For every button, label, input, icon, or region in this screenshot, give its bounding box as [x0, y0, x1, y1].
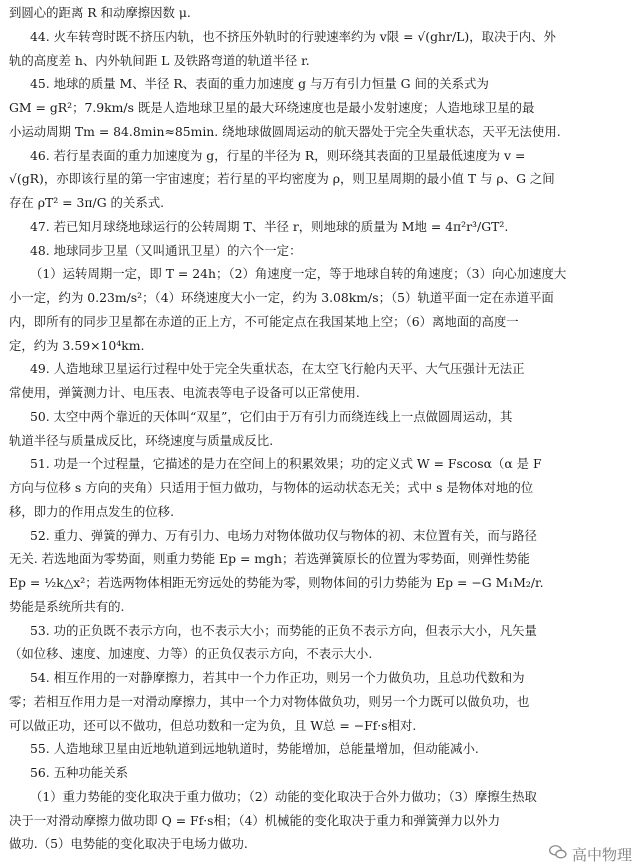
text-line: （1）重力势能的变化取决于重力做功；（2）动能的变化取决于合外力做功；（3）摩擦生热取 [30, 788, 537, 804]
text-line: 52. 重力、弹簧的弹力、万有引力、电场力对物体做功仅与物体的初、末位置有关，而与路径 [30, 527, 537, 543]
text-line: Ep = ½k△x²；若选两物体相距无穷远处的势能为零，则物体间的引力势能为 Ep = −G M₁M₂/r. [9, 575, 544, 590]
text-line: （1）运转周期一定，即 T = 24h；（2）角速度一定，等于地球自转的角速度；（3）向心加速度大 [30, 266, 567, 282]
text-line: 轨道半径与质量成反比，环绕速度与质量成反比. [9, 432, 274, 448]
text-line: 方向与位移 s 方向的夹角）只适用于恒力做功，与物体的运动状态无关；式中 s 是物体对地的位 [9, 480, 534, 495]
text-line: √(gR)，亦即该行星的第一宇宙速度；若行星的平均密度为 ρ，则卫星周期的最小值 T 与 ρ、G 之间 [9, 171, 555, 187]
text-line: （如位移、速度、加速度、力等）的正负仅表示方向，不表示大小. [9, 646, 373, 662]
wechat-icon [548, 842, 568, 866]
text-line: 零；若相互作用力是一对滑动摩擦力，其中一个力对物体做负功，则另一个力既可以做负功，也 [9, 693, 530, 709]
text-line: 内，即所有的同步卫星都在赤道的正上方，不可能定点在我国某地上空；（6）离地面的高度一 [9, 313, 519, 329]
text-line: 50. 太空中两个靠近的天体叫“双星”，它们由于万有引力而绕连线上一点做圆周运动，其 [30, 408, 513, 424]
text-line: 势能是系统所共有的. [9, 598, 125, 614]
text-line: 49. 人造地球卫星运行过程中处于完全失重状态，在太空飞行舱内天平、大气压强计无法正 [30, 361, 525, 377]
watermark [548, 843, 632, 865]
text-line: 存在 ρT² = 3π/G 的关系式. [9, 195, 165, 210]
text-line: 44. 火车转弯时既不挤压内轨，也不挤压外轨时的行驶速率约为 v限 = √(ghr/L)，取决于内、外 [30, 28, 556, 44]
watermark-text: 高中物理 [571, 845, 632, 864]
text-line: 45. 地球的质量 M、半径 R、表面的重力加速度 g 与万有引力恒量 G 间的关系式为 [30, 76, 489, 92]
text-line: 移，即力的作用点发生的位移. [9, 503, 175, 519]
text-line: 54. 相互作用的一对静摩擦力，若其中一个力作正功，则另一个力做负功，且总功代数和为 [30, 670, 525, 685]
text-line: 小一定，约为 0.23m/s²；（4）环绕速度大小一定，约为 3.08km/s；（5）轨道平面一定在赤道平面 [9, 290, 554, 305]
text-line: 做功.（5）电势能的变化取决于电场力做功. [9, 836, 248, 852]
text-line: 55. 人造地球卫星由近地轨道到远地轨道时，势能增加，总能量增加，但动能减小. [30, 741, 479, 757]
text-line: 47. 若已知月球绕地球运行的公转周期 T、半径 r，则地球的质量为 M地 = 4π²r³/GT². [30, 218, 509, 234]
text-line: 小运动周期 Tm = 84.8min≈85min. 绕地球做圆周运动的航天器处于完全失重状态，天平无法使用. [9, 123, 561, 139]
text-line: 46. 若行星表面的重力加速度为 g，行星的半径为 R，则环绕其表面的卫星最低速度为 v = [30, 147, 526, 163]
text-line: 51. 功是一个过程量，它描述的是力在空间上的积累效果；功的定义式 W = Fscosα（α 是 F [30, 456, 542, 472]
text-line: 无关. 若选地面为零势面，则重力势能 Ep = mgh；若选弹簧原长的位置为零势面，则弹性势能 [9, 551, 530, 567]
text-line: 48. 地球同步卫星（又叫通讯卫星）的六个一定： [30, 242, 302, 258]
text-line: 到圆心的距离 R 和动摩擦因数 μ. [9, 5, 191, 20]
text-line: GM = gR²；7.9km/s 既是人造地球卫星的最大环绕速度也是最小发射速度；人造地球卫星的最 [9, 100, 535, 115]
text-line: 可以做正功，还可以不做功，但总功数和一定为负，且 W总 = −Ff·s相对. [9, 717, 417, 733]
text-line: 56. 五种功能关系 [30, 765, 128, 780]
text-line: 决于一对滑动摩擦力做功即 Q = Ff·s相；（4）机械能的变化取决于重力和弹簧弹力以外力 [9, 812, 501, 828]
text-line: 定，约为 3.59×10⁴km. [9, 337, 145, 353]
text-line: 53. 功的正负既不表示方向，也不表示大小；而势能的正负不表示方向，但表示大小，凡矢量 [30, 622, 537, 638]
text-line: 轨的高度差 h、内外轨间距 L 及铁路弯道的轨道半径 r. [9, 52, 310, 68]
text-line: 常使用，弹簧测力计、电压表、电流表等电子设备可以正常使用. [9, 385, 360, 400]
